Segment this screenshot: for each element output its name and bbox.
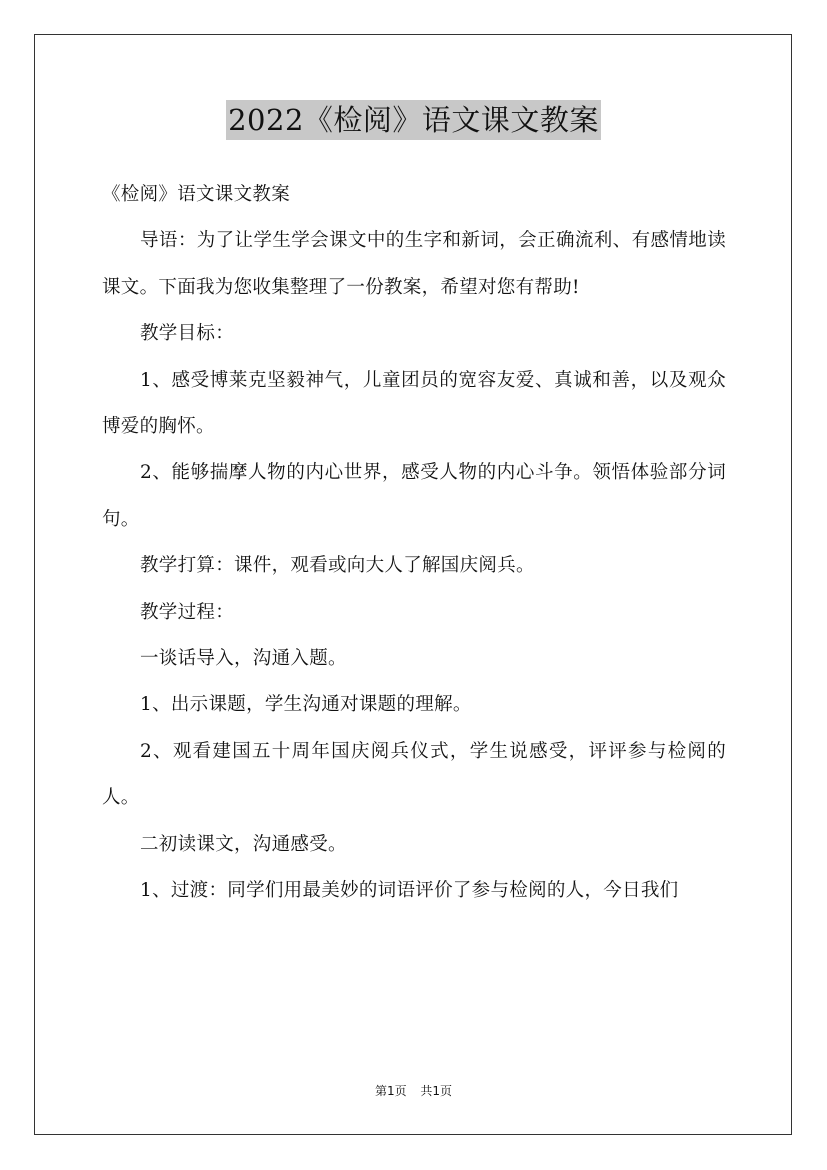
document-title: 2022《检阅》语文课文教案 — [226, 100, 601, 140]
page-total: 共1页 — [420, 1084, 453, 1098]
title-container — [0, 100, 827, 140]
paragraph-section-1: 一谈话导入，沟通入题。 — [140, 648, 347, 670]
page-number: 第1页 — [374, 1084, 407, 1098]
paragraph-preparation: 教学打算：课件，观看或向大人了解国庆阅兵。 — [140, 555, 535, 577]
paragraph-intro: 导语：为了让学生学会课文中的生字和新词，会正确流利、有感情地读课文。下面我为您收集整理了一份教案，希望对您有帮助! — [102, 230, 726, 298]
paragraph-step-1-1: 1、出示课题，学生沟通对课题的理解。 — [140, 694, 472, 716]
paragraph-goals-heading: 教学目标： — [140, 323, 235, 345]
page-footer — [0, 1082, 827, 1099]
paragraph-step-2-1: 1、过渡：同学们用最美妙的词语评价了参与检阅的人，今日我们 — [140, 880, 679, 902]
paragraph-step-1-2: 2、观看建国五十周年国庆阅兵仪式，学生说感受，评评参与检阅的人。 — [102, 740, 726, 809]
paragraph-goal-2: 2、能够揣摩人物的内心世界，感受人物的内心斗争。领悟体验部分词句。 — [102, 462, 726, 530]
paragraph-goal-1: 1、感受博莱克坚毅神气，儿童团员的宽容友爱、真诚和善，以及观众博爱的胸怀。 — [102, 369, 726, 438]
document-body — [102, 172, 726, 915]
paragraph-subtitle: 《检阅》语文课文教案 — [102, 184, 291, 205]
paragraph-process-heading: 教学过程： — [140, 601, 235, 623]
paragraph-section-2: 二初读课文，沟通感受。 — [140, 833, 347, 855]
